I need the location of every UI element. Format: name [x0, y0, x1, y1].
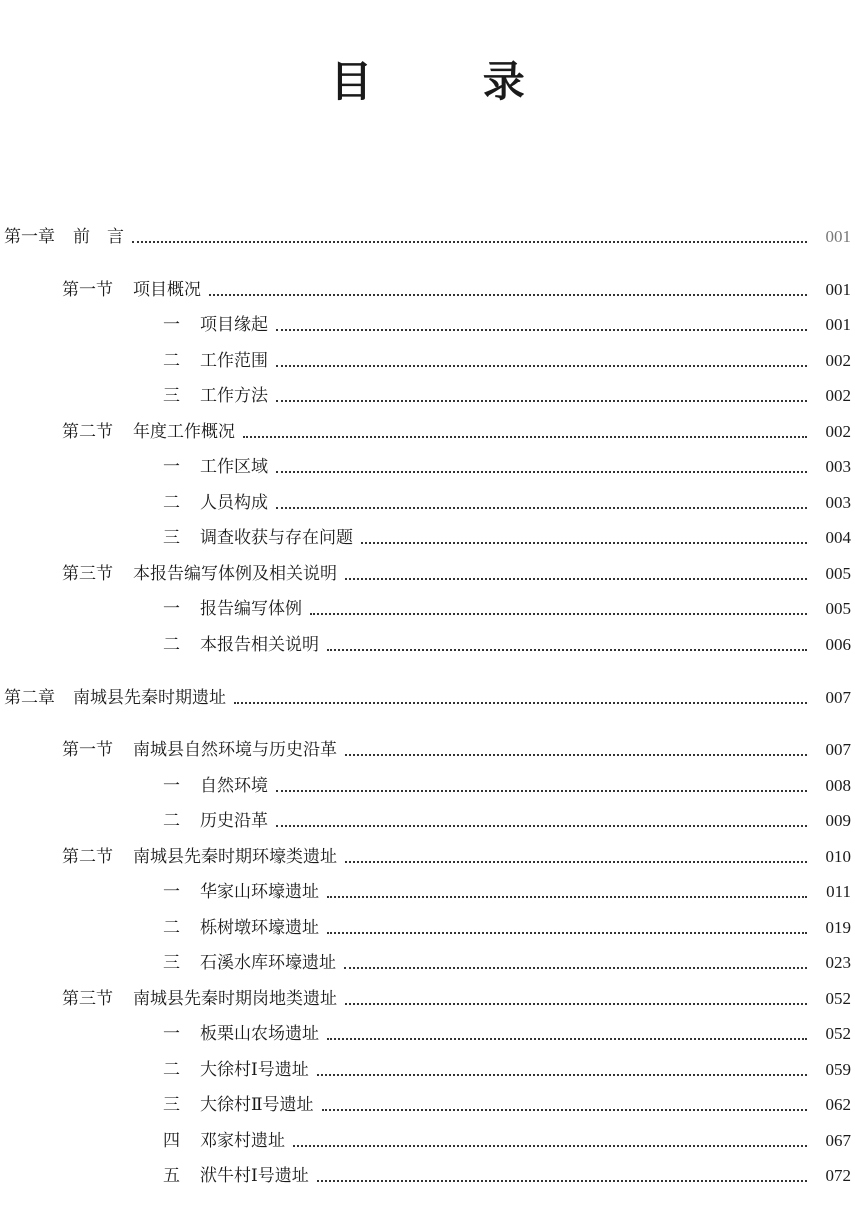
toc-title: 自然环境: [200, 775, 268, 796]
toc-row[interactable]: [0, 212, 855, 248]
toc-page-number: 005: [825, 599, 851, 618]
toc-number: 第三节: [62, 988, 113, 1009]
dot-leader: [345, 861, 807, 863]
dot-leader: [345, 578, 807, 580]
dot-leader: [276, 329, 807, 331]
dot-leader: [361, 542, 807, 544]
toc-title: 板栗山农场遗址: [200, 1024, 319, 1044]
dot-leader: [327, 896, 807, 898]
toc-title: 洑牛村Ⅰ号遗址: [200, 1166, 309, 1186]
toc-page-number: 009: [825, 811, 851, 830]
dot-leader: [243, 436, 807, 438]
toc-title: 大徐村Ⅱ号遗址: [200, 1095, 314, 1115]
toc-number: 三: [163, 1095, 180, 1115]
toc-row[interactable]: [0, 549, 855, 585]
toc-row[interactable]: [0, 265, 855, 301]
toc-title: 工作区域: [200, 457, 268, 477]
toc-number: 一: [163, 599, 180, 619]
toc-row[interactable]: [0, 1045, 855, 1081]
toc-number: 一: [163, 457, 180, 477]
toc-row[interactable]: [0, 974, 855, 1010]
toc-title: 栎树墩环壕遗址: [200, 917, 319, 938]
toc-title: 本报告编写体例及相关说明: [133, 563, 337, 584]
dot-leader: [132, 241, 807, 243]
toc-title: 南城县先秦时期遗址: [73, 687, 226, 708]
toc-row[interactable]: [0, 868, 855, 904]
toc-row[interactable]: [0, 761, 855, 797]
dot-leader: [276, 825, 807, 827]
toc-number: 二: [163, 634, 180, 655]
toc-number: 三: [163, 386, 180, 406]
toc-page-number: 002: [825, 386, 851, 405]
dot-leader: [317, 1074, 807, 1076]
toc-page-number: 052: [825, 1024, 851, 1043]
toc-number: 一: [163, 315, 180, 335]
dot-leader: [276, 400, 807, 402]
toc-title: 南城县先秦时期环壕类遗址: [133, 846, 337, 867]
toc-page-number: 001: [825, 227, 851, 246]
toc-row[interactable]: [0, 407, 855, 443]
toc-page-number: 007: [825, 687, 851, 707]
toc-page-number: 006: [825, 634, 851, 654]
toc-number: 第一节: [62, 279, 113, 300]
toc-title: 石溪水库环壕遗址: [200, 953, 336, 973]
toc-row[interactable]: [0, 832, 855, 868]
toc-page-number: 011: [826, 882, 851, 901]
toc-page-number: 052: [825, 988, 851, 1008]
toc-page-number: 004: [825, 528, 851, 547]
page-title: 目 录: [330, 57, 573, 107]
toc-page-number: 008: [825, 775, 851, 795]
toc-title: 工作方法: [200, 386, 268, 406]
toc-row[interactable]: [0, 585, 855, 621]
toc-title: 人员构成: [200, 492, 268, 513]
toc-page-number: 023: [825, 953, 851, 972]
toc-number: 四: [163, 1130, 180, 1151]
toc-page-number: 003: [825, 492, 851, 512]
toc-row[interactable]: [0, 443, 855, 479]
toc-page-number: 005: [825, 563, 851, 583]
toc-title: 项目缘起: [200, 315, 268, 335]
dot-leader: [327, 932, 807, 934]
dot-leader: [344, 967, 807, 969]
toc-number: 第三节: [62, 563, 113, 584]
toc-number: 三: [163, 528, 180, 548]
dot-leader: [345, 754, 807, 756]
toc-number: 一: [163, 775, 180, 796]
toc-number: 第一节: [62, 740, 113, 760]
toc-row[interactable]: [0, 336, 855, 372]
toc-number: 一: [163, 1024, 180, 1044]
dot-leader: [293, 1145, 807, 1147]
toc-row[interactable]: [0, 797, 855, 833]
dot-leader: [327, 649, 807, 651]
toc-number: 第二节: [62, 421, 113, 442]
dot-leader: [276, 471, 807, 473]
toc-title: 南城县自然环境与历史沿革: [133, 740, 337, 760]
toc-title: 项目概况: [133, 279, 201, 300]
toc-title: 年度工作概况: [133, 421, 235, 442]
toc-row[interactable]: [0, 478, 855, 514]
toc-page-number: 001: [825, 279, 851, 299]
toc-title: 本报告相关说明: [200, 634, 319, 655]
toc-page-number: 002: [825, 421, 851, 441]
toc-number: 二: [163, 917, 180, 938]
dot-leader: [322, 1109, 807, 1111]
toc-number: 二: [163, 492, 180, 513]
dot-leader: [276, 790, 807, 792]
toc-title: 前 言: [73, 227, 124, 247]
toc-page-number: 059: [825, 1059, 851, 1079]
dot-leader: [276, 365, 807, 367]
dot-leader: [345, 1003, 807, 1005]
toc-number: 二: [163, 811, 180, 831]
toc-row[interactable]: [0, 514, 855, 550]
dot-leader: [327, 1038, 807, 1040]
toc-title: 报告编写体例: [200, 599, 302, 619]
toc-number: 第二节: [62, 846, 113, 867]
toc-row[interactable]: [0, 939, 855, 975]
toc-number: 五: [163, 1166, 180, 1186]
toc-title: 南城县先秦时期岗地类遗址: [133, 988, 337, 1009]
toc-title: 邓家村遗址: [200, 1130, 285, 1151]
toc-row[interactable]: [0, 903, 855, 939]
toc-row[interactable]: [0, 1081, 855, 1117]
toc-page-number: 067: [825, 1130, 851, 1150]
toc-title: 调查收获与存在问题: [200, 528, 353, 548]
toc-page-number: 072: [825, 1166, 851, 1185]
toc-page-number: 002: [825, 350, 851, 370]
toc-page-number: 003: [825, 457, 851, 476]
toc-title: 工作范围: [200, 350, 268, 371]
toc-number: 一: [163, 882, 180, 902]
toc-row[interactable]: [0, 1116, 855, 1152]
toc-title: 历史沿革: [200, 811, 268, 831]
dot-leader: [234, 702, 807, 704]
dot-leader: [317, 1180, 807, 1182]
toc-page-number: 062: [825, 1095, 851, 1114]
toc-number: 第二章: [4, 687, 55, 708]
toc-number: 第一章: [4, 227, 55, 247]
toc-page-number: 001: [825, 315, 851, 334]
dot-leader: [276, 507, 807, 509]
toc-row[interactable]: [0, 673, 855, 709]
toc-row[interactable]: [0, 620, 855, 656]
toc-row[interactable]: [0, 726, 855, 762]
toc-page-number: 010: [825, 846, 851, 866]
toc-title: 大徐村Ⅰ号遗址: [200, 1059, 309, 1080]
toc-page-number: 007: [825, 740, 851, 759]
toc-number: 二: [163, 1059, 180, 1080]
toc-row[interactable]: [0, 301, 855, 337]
dot-leader: [310, 613, 807, 615]
toc-row[interactable]: [0, 372, 855, 408]
dot-leader: [209, 294, 807, 296]
toc-row[interactable]: [0, 1010, 855, 1046]
toc-page-number: 019: [825, 917, 851, 937]
toc-title: 华家山环壕遗址: [200, 882, 319, 902]
toc-number: 二: [163, 350, 180, 371]
table-of-contents: [0, 212, 855, 1187]
toc-row[interactable]: [0, 1152, 855, 1188]
toc-number: 三: [163, 953, 180, 973]
